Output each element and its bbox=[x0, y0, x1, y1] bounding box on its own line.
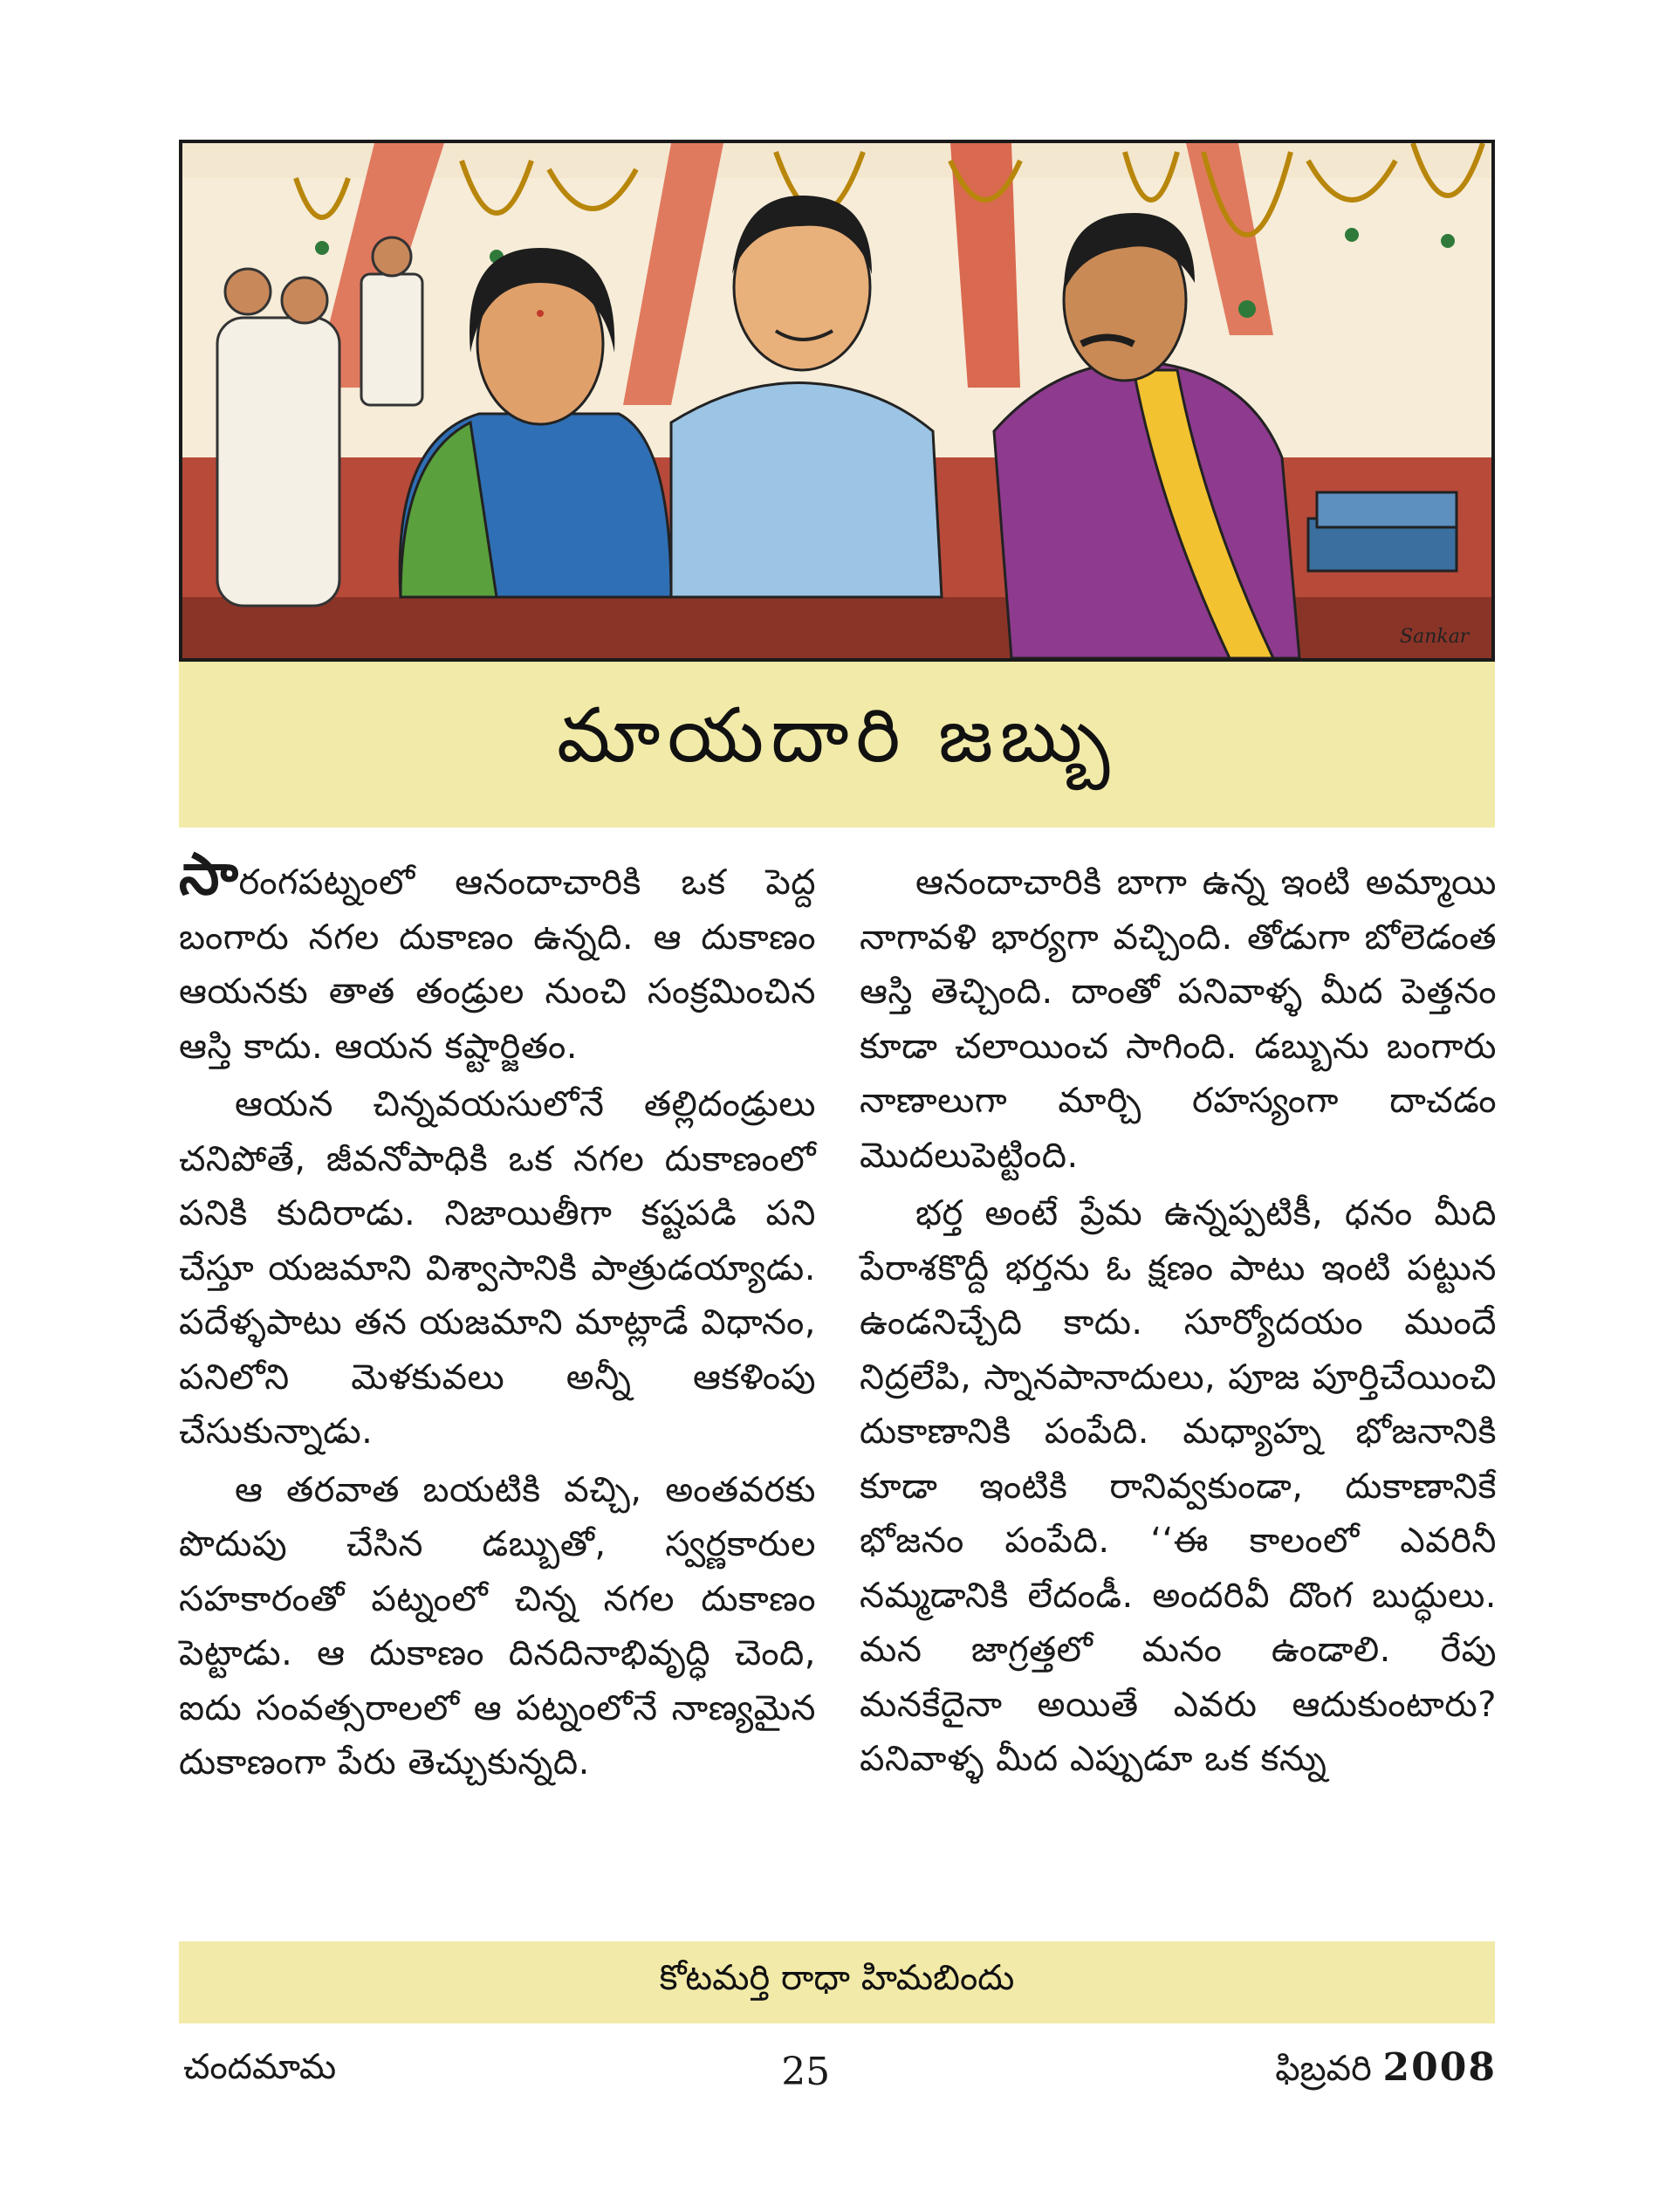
story-illustration bbox=[179, 140, 1495, 662]
magazine-name: చందమామ bbox=[183, 2047, 337, 2087]
page-number: 25 bbox=[781, 2049, 831, 2094]
paragraph-1-text: రంగపట్నంలో ఆనందాచారికి ఒక పెద్ద బంగారు నగల దుకాణం ఉన్నది. ఆ దుకాణం ఆయనకు తాత తండ్రుల నుంచి సంక్రమించిన ఆస్తి కాదు. ఆయన కష్టార్జితం. bbox=[179, 862, 816, 1067]
paragraph-1 bbox=[179, 841, 816, 1074]
drop-cap: సా bbox=[179, 841, 239, 908]
paragraph-5: భర్త అంటే ప్రేమ ఉన్నప్పటికీ, ధనం మీది పేరాశకొద్దీ భర్తను ఓ క్షణం పాటు ఇంటి పట్టున ఉండనిచ్చేది కాదు. సూర్యోదయం ముందే నిద్రలేపి, స్నానపానాదులు, పూజ పూర్తిచేయించి దుకాణానికి పంపేది. మధ్యాహ్న భోజనానికి కూడా ఇంటికి రానివ్వకుండా, దుకాణానికే భోజనం పంపేది. ‘‘ఈ కాలంలో ఎవరినీ నమ్మడానికి లేదండీ. అందరివీ దొంగ బుద్ధులు. మన జాగ్రత్తలో మనం ఉండాలి. రేపు మనకేదైనా అయితే ఎవరు ఆదుకుంటారు? పనివాళ్ళ మీద ఎప్పుడూ ఒక కన్ను bbox=[860, 1193, 1497, 1779]
issue-year: 2008 bbox=[1382, 2045, 1497, 2090]
author-name: కోటమర్తి రాధా హిమబిందు bbox=[659, 1958, 1015, 1998]
paragraph-3: ఆ తరవాత బయటికి వచ్చి, అంతవరకు పొదుపు చేసిన డబ్బుతో, స్వర్ణకారుల సహకారంతో పట్నంలో చిన్న నగల దుకాణం పెట్టాడు. ఆ దుకాణం దినదినాభివృద్ధి చెంది, ఐదు సంవత్సరాలలో ఆ పట్నంలోనే నాణ్యమైన దుకాణంగా పేరు తెచ్చుకున్నది. bbox=[179, 1469, 816, 1783]
issue-date bbox=[1275, 2045, 1497, 2098]
story-title: మాయదారి జబ్బు bbox=[557, 691, 1117, 780]
story-body bbox=[179, 841, 1497, 1938]
column-left bbox=[179, 841, 816, 1938]
illustration-signature: Sankar bbox=[1400, 626, 1470, 648]
title-band bbox=[179, 662, 1495, 828]
issue-month: ఫిబ్రవరి bbox=[1275, 2049, 1372, 2089]
jewellery-shop-illustration bbox=[182, 143, 1491, 658]
column-right bbox=[860, 855, 1497, 1938]
author-band bbox=[179, 1941, 1495, 2023]
paragraph-4: ఆనందాచారికి బాగా ఉన్న ఇంటి అమ్మాయి నాగావళి భార్యగా వచ్చింది. తోడుగా బోలెడంత ఆస్తి తెచ్చింది. దాంతో పనివాళ్ళ మీద పెత్తనం కూడా చలాయించ సాగింది. డబ్బును బంగారు నాణాలుగా మార్చి రహస్యంగా దాచడం మొదలుపెట్టింది. bbox=[860, 862, 1497, 1176]
page-footer bbox=[183, 2041, 1497, 2102]
paragraph-2: ఆయన చిన్నవయసులోనే తల్లిదండ్రులు చనిపోతే, జీవనోపాధికి ఒక నగల దుకాణంలో పనికి కుదిరాడు. నిజాయితీగా కష్టపడి పని చేస్తూ యజమాని విశ్వాసానికి పాత్రుడయ్యాడు. పదేళ్ళపాటు తన యజమాని మాట్లాడే విధానం, పనిలోని మెళకువలు అన్నీ ఆకళింపు చేసుకున్నాడు. bbox=[179, 1084, 816, 1452]
